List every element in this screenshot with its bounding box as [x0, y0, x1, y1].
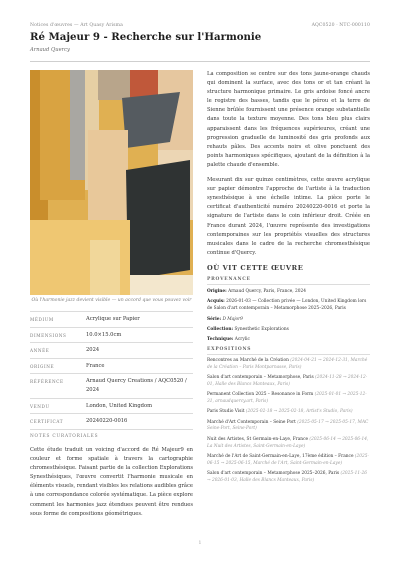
- provenance-label: Collection:: [207, 327, 234, 333]
- spec-key: CERTIFICAT: [30, 419, 64, 425]
- spec-key: MÉDIUM: [30, 317, 54, 322]
- provenance-label: Série:: [207, 316, 222, 322]
- artwork-description: [207, 70, 370, 258]
- curatorial-notes-heading: NOTES CURATORIALES: [30, 434, 99, 439]
- specs-table: [30, 311, 193, 430]
- provenance-text: Arnaud Quercy, Paris, France, 2024: [228, 288, 306, 294]
- provenance-label: Technique:: [207, 337, 234, 343]
- spec-key: RÉFÉRENCE: [30, 379, 64, 385]
- provenance-text: Synesthetic Explorations: [234, 327, 289, 333]
- exhibition-name: Permanent Collection 2025 – Resonance in Form: [207, 392, 314, 398]
- page-title: Ré Majeur 9 - Recherche sur l'Harmonie: [30, 31, 262, 43]
- spec-row-sold: [30, 399, 193, 415]
- provenance-item: [207, 336, 370, 343]
- provenance-item: [207, 316, 370, 323]
- spec-value: Acrylique sur Papier: [86, 316, 140, 322]
- description-paragraph: La composition se centre sur des tons jaune-orange chauds qui dominent la surface, avec des tons or et tan créant la structure harmonique primaire. Le gris ardoise foncé ancre le registre des basses, tandis que le pérou et la terre de Sienne brûlée fournissent une présence orange substantielle dans toute la texture moyenne. Des tons bleu plus clairs apparaissent dans les fréquences supérieures, créant une progression graduelle de luminosité des gris profonds aux rehauts pâles. Des accents noirs et olive ponctuent des points harmoniques spécifiques, ajoutant de la définition à la palette chaude d'ensemble.: [207, 71, 370, 168]
- provenance-label: Acquis:: [207, 299, 225, 305]
- spec-row-reference: [30, 374, 193, 398]
- spec-value: Arnaud Quercy Creations / AQC0520 / 2024: [86, 378, 187, 393]
- spec-value: 10.0×15.0cm: [86, 331, 122, 338]
- spec-row-dimensions: [30, 328, 193, 344]
- artist-name: Arnaud Quercy: [30, 47, 70, 53]
- spec-key: ORIGINE: [30, 363, 55, 369]
- exhibition-name: Salon d'art contemporain – Metamorphose 2025–2026, Paris: [207, 471, 340, 477]
- provenance-item: [207, 326, 370, 333]
- exhibition-name: Nuit des Artistes, St Germain-en-Laye, France: [207, 436, 309, 442]
- spec-row-medium: [30, 312, 193, 328]
- provenance-label: Origine:: [207, 288, 227, 294]
- spec-key: DIMENSIONS: [30, 332, 67, 338]
- page-number: 1: [198, 540, 202, 545]
- exhibition-meta: (2025-02-18 → 2025-02-18, Artist's Studio, Paris): [245, 409, 353, 415]
- exhibition-item: [207, 437, 370, 451]
- artwork-image: [30, 70, 193, 295]
- exhibition-item: [207, 409, 370, 416]
- exhibition-name: Salon d'art contemporain – Metamorphose, Paris: [207, 374, 314, 380]
- provenance-item: [207, 298, 370, 313]
- where-heading: OÙ VIT CETTE ŒUVRE: [207, 263, 304, 272]
- breadcrumb[interactable]: Notices d'œuvres — Art Quasy Arisma: [30, 23, 123, 28]
- provenance-item: [207, 288, 370, 295]
- provenance-heading: PROVENANCE: [207, 277, 370, 285]
- provenance-text: 2026-01-03 — Collection privée — London, United Kingdom lors de Salon d'art contemporain – Metamorphose 2025–2026, Paris: [207, 299, 367, 312]
- exhibitions-heading: EXPOSITIONS: [207, 347, 370, 355]
- exhibition-name: Rencontres au Marché de la Création: [207, 357, 289, 363]
- spec-value: France: [86, 362, 105, 369]
- exhibition-item: [207, 375, 370, 389]
- exhibition-name: Paris Studio Visit: [207, 409, 245, 415]
- exhibition-item: [207, 471, 370, 485]
- provenance-text: D Major9: [222, 316, 243, 322]
- exhibition-item: [207, 454, 370, 468]
- curatorial-notes-body: Cette étude traduit un voicing d'accord de Ré Majeur9 en couleur et forme spatiale à travers la cartographie chromesthésique. Faisant partie de la collection Explorations Synesthésiques, l'œuvre convertit l'harmonie musicale en éléments visuels, rendant visibles les relations audibles grâce à une correspondance colorée systématique. La pièce explore comment les harmonies jazz étendues peuvent être rendues sous forme de compositions géométriques.: [30, 447, 193, 517]
- spec-row-certificate: [30, 414, 193, 430]
- spec-row-year: [30, 343, 193, 359]
- exhibition-meta: (2024-11-28 → 2024-12-01, Halle des Blancs Manteaux, Paris): [207, 374, 368, 387]
- exhibition-meta: (2024-04-21 → 2024-12-31, Marché de la Création – Paris Montparnasse, Paris): [207, 357, 368, 370]
- right-column: [207, 70, 370, 488]
- spec-value: 2024: [86, 347, 100, 354]
- header-divider: [30, 61, 370, 62]
- reference-code: AQC0520 · NTC-000110: [311, 23, 370, 28]
- exhibition-meta: (2025-05-17 → 2025-05-17, MAC Seine-Port, Seine-Port): [207, 419, 369, 432]
- exhibition-meta: (2025-06-15 → 2025-06-15, Marché de l'Art, Saint-Germain-en-Laye): [207, 453, 369, 466]
- exhibition-item: [207, 392, 370, 406]
- spec-key: VENDU: [30, 403, 50, 409]
- artwork-caption: Où l'harmonie jazz devient visible — un accord que vous pouvez voir: [31, 298, 192, 303]
- exhibition-item: [207, 420, 370, 434]
- exhibition-name: Marché d'Art Contemporain – Seine Port: [207, 419, 296, 425]
- exhibition-meta: (2025-06-14 → 2025-06-14, La Nuit des Artistes, Saint-Germain-en-Laye): [207, 436, 369, 449]
- exhibition-meta: (2025-11-26 → 2026-01-03, Halle des Blancs Manteaux, Paris): [207, 471, 367, 484]
- exhibition-name: Marché de l'Art de Saint-Germain-en-Laye, 17ème édition – France: [207, 453, 354, 459]
- spec-value: London, United Kingdom: [86, 402, 153, 409]
- spec-key: ANNÉE: [30, 348, 50, 354]
- exhibition-meta: (2025-01-01 → 2025-12-31, arnaudquercy.art, Paris): [207, 392, 367, 404]
- provenance-text: Acrylic: [234, 337, 250, 343]
- description-paragraph: Mesurant dix sur quinze centimètres, cette œuvre acrylique sur papier démontre l'approche de l'artiste à la traduction synesthésique à une échelle intime. La pièce porte le certificat d'authenticité numéro 20240220-0016 et porte la signature de l'artiste dans le coin inférieur droit. Créée en France durant 2024, l'œuvre représente des investigations contemporaines sur les propriétés visuelles des structures musicales dans le cadre de la recherche chromesthésique continue d'Quercy.: [207, 177, 370, 256]
- spec-value: 20240220-0016: [86, 418, 128, 425]
- spec-row-origin: [30, 359, 193, 375]
- exhibition-item: [207, 358, 370, 372]
